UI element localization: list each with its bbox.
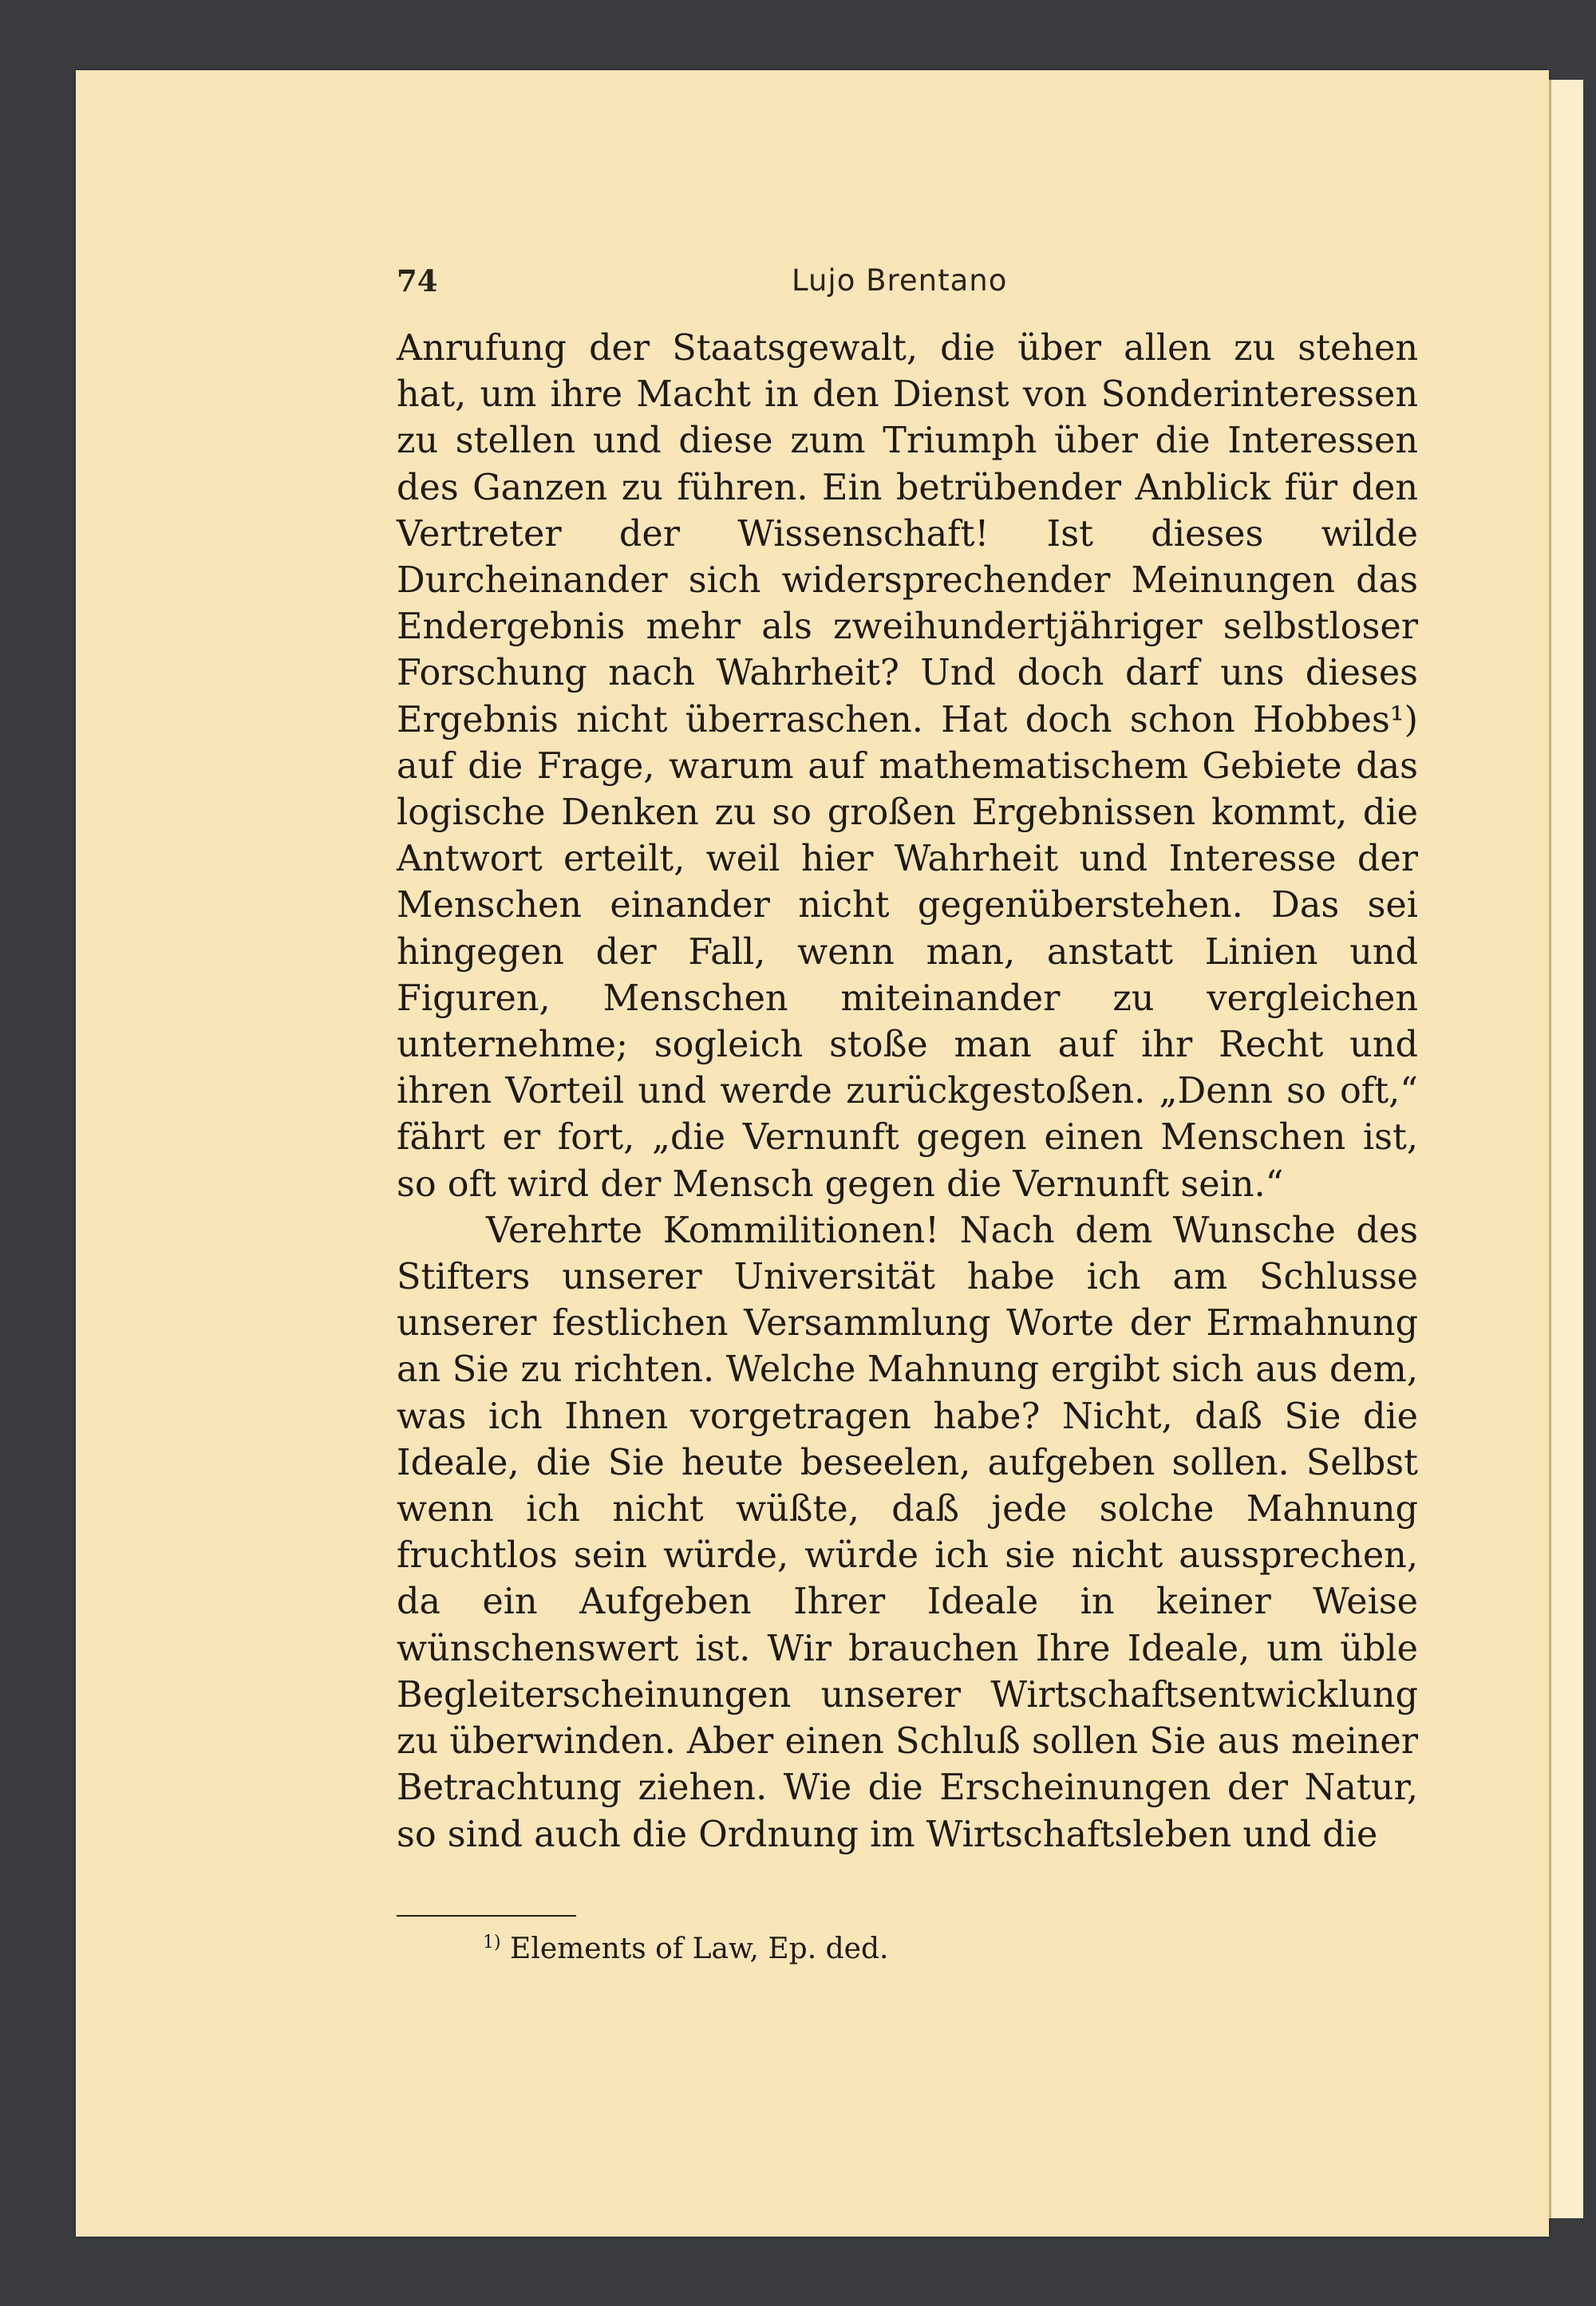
footnote-marker: 1) [483,1933,501,1953]
footnote-text: Elements of Law, Ep. ded. [510,1933,889,1965]
footnote [483,1923,888,1969]
running-head: Lujo Brentano [792,263,1008,298]
body-text [397,326,1418,1858]
paragraph: Verehrte Kommilitionen! Nach dem Wunsche des Stifters unserer Universität habe ich am Schlusse unserer festlichen Versammlung Worte der Ermahnung an Sie zu richten. Welche Mahnung ergibt sich aus dem, was ich Ihnen vorgetragen habe? Nicht, daß Sie die Ideale, die Sie heute beseelen, aufgeben sollen. Selbst wenn ich nicht wüßte, daß jede solche Mahnung fruchtlos sein würde, würde ich sie nicht aussprechen, da ein Aufgeben Ihrer Ideale in keiner Weise wünschenswert ist. Wir brauchen Ihre Ideale, um üble Begleiterscheinungen unserer Wirtschaftsentwicklung zu überwinden. Aber einen Schluß sollen Sie aus meiner Betrachtung ziehen. Wie die Erscheinungen der Natur, so sind auch die Ordnung im Wirtschaftsleben und die [397,1210,1418,1855]
footnote-rule [397,1915,576,1917]
facing-page-edge [1549,80,1583,2218]
paragraph: Anrufung der Staatsgewalt, die über allen zu stehen hat, um ihre Macht in den Dienst von Sonderinteressen zu stellen und diese zum Triumph über die Interessen des Ganzen zu führen. Ein betrübender Anblick für den Vertreter der Wissenschaft! Ist dieses wilde Durcheinander sich widersprechender Meinungen das Endergebnis mehr als zweihundertjähriger selbstloser Forschung nach Wahrheit? Und doch darf uns dieses Ergebnis nicht überraschen. Hat doch schon Hobbes¹) auf die Frage, warum auf mathematischem Gebiete das logische Denken zu so großen Ergebnissen kommt, die Antwort erteilt, weil hier Wahrheit und Interesse der Menschen einander nicht gegenüberstehen. Das sei hingegen der Fall, wenn man, anstatt Linien und Figuren, Menschen miteinander zu vergleichen unternehme; sogleich stoße man auf ihr Recht und ihren Vorteil und werde zurückgestoßen. „Denn so oft,“ fährt er fort, „die Vernunft gegen einen Menschen ist, so oft wird der Mensch gegen die Vernunft sein.“ [397,328,1418,1205]
page-number: 74 [397,263,438,298]
page-header [397,263,1418,303]
